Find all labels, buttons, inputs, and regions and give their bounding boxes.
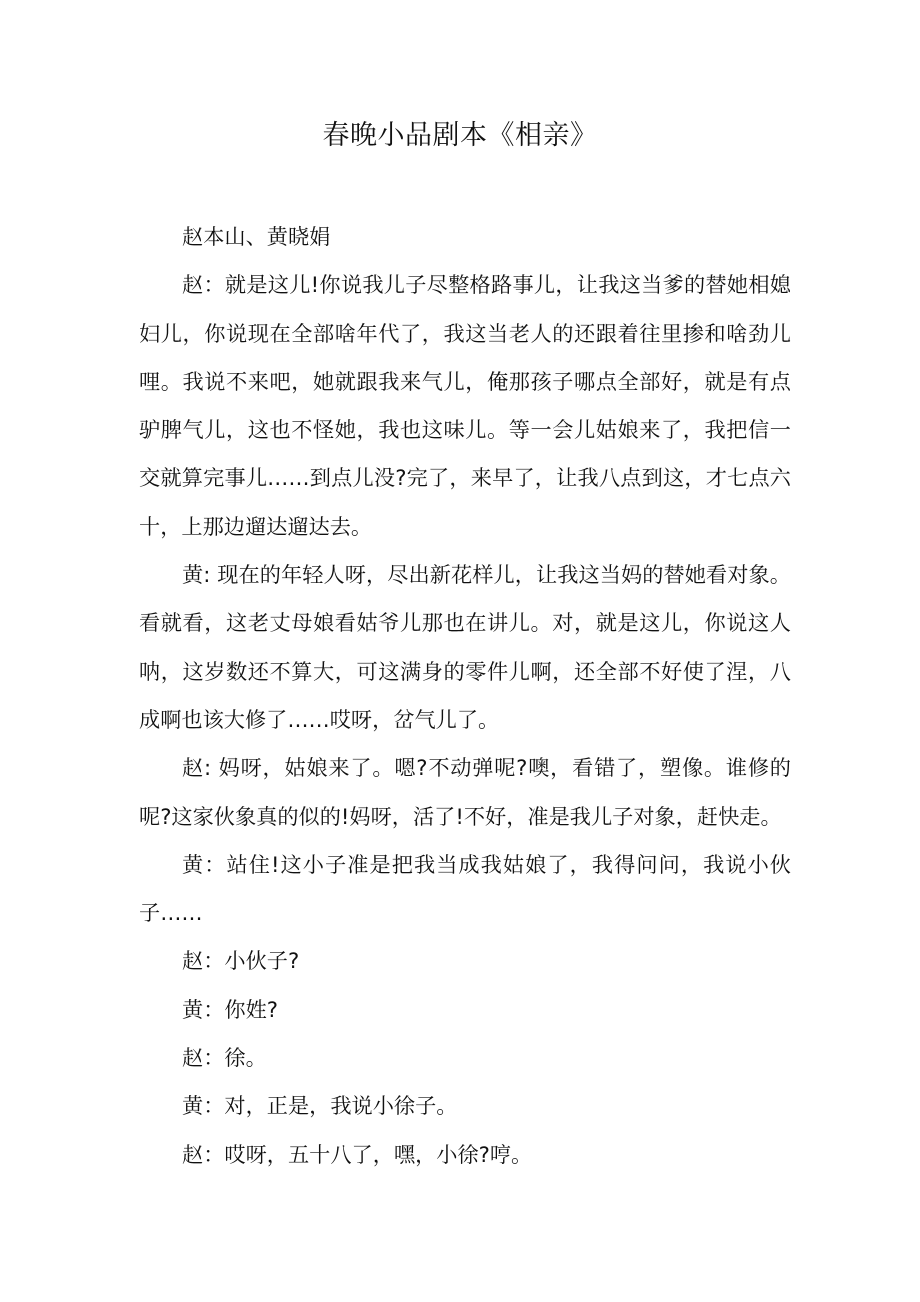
- dialogue-paragraph: 黄：站住!这小子准是把我当成我姑娘了，我得问问，我说小伙子……: [139, 851, 791, 926]
- document-title: 春晚小品剧本《相亲》: [322, 120, 598, 151]
- dialogue-paragraph: 赵：哎呀，五十八了，嘿，小徐?哼。: [182, 1141, 533, 1167]
- dialogue-paragraph: 黄：对，正是，我说小徐子。: [182, 1093, 458, 1119]
- dialogue-paragraph: 赵：徐。: [182, 1045, 267, 1071]
- dialogue-paragraph: 赵：小伙子?: [182, 948, 300, 974]
- dialogue-paragraph: 赵：就是这儿!你说我儿子尽整格路事儿，让我这当爹的替她相媳妇儿，你说现在全部啥年代了，我这当老人的还跟着往里掺和啥劲儿哩。我说不来吧，她就跟我来气儿，俺那孩子哪点全部好，就是有点驴脾气儿，这也不怪她，我也这味儿。等一会儿姑娘来了，我把信一交就算完事儿……到点儿没?完了，来早了，让我八点到这，才七点六十，上那边遛达遛达去。: [139, 272, 791, 539]
- dialogue-paragraph: 黄：你姓?: [182, 996, 278, 1022]
- script-body: [139, 213, 791, 1179]
- dialogue-paragraph: 赵: 妈呀，姑娘来了。嗯?不动弹呢?噢，看错了，塑像。谁修的呢?这家伙象真的似的!妈呀，活了!不好，准是我儿子对象，赶快走。: [139, 755, 791, 829]
- authors-line: 赵本山、黄晓娟: [182, 224, 331, 249]
- dialogue-paragraph: 黄: 现在的年轻人呀，尽出新花样儿，让我这当妈的替她看对象。看就看，这老丈母娘看姑爷儿那也在讲儿。对，就是这儿，你说这人呐，这岁数还不算大，可这满身的零件儿啊，还全部不好使了涅，八成啊也该大修了……哎呀，岔气儿了。: [139, 562, 791, 732]
